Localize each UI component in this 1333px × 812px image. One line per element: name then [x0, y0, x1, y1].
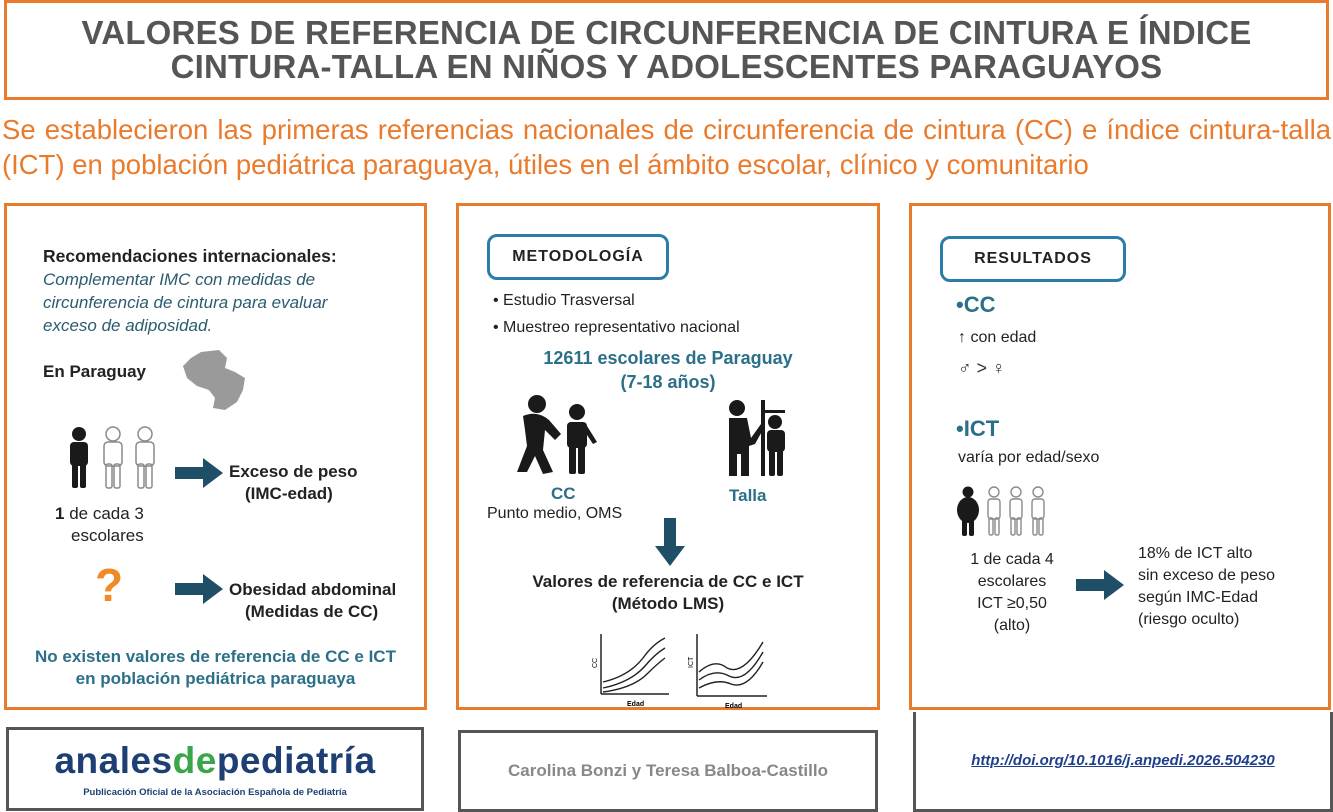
arrow-right-icon — [175, 574, 223, 604]
question-mark-icon: ? — [95, 559, 124, 611]
chart-2-x-label: Edad — [725, 703, 743, 710]
right-panel — [909, 203, 1331, 710]
authors-text: Carolina Bonzi y Teresa Balboa-Castillo — [508, 761, 828, 780]
ratio-4-line-4: (alto) — [993, 617, 1031, 634]
sample-line-2: (7-18 años) — [620, 372, 716, 392]
results-label: RESULTADOS — [940, 236, 1126, 282]
chart-1-x-label: Edad — [627, 701, 645, 708]
ratio-rest: de cada 3 — [64, 504, 144, 523]
logo-part-2: de — [172, 739, 217, 781]
journal-logo-text — [54, 741, 375, 781]
obese-people-icon — [956, 486, 1052, 536]
chart-1-y-label: CC — [592, 657, 599, 668]
title-line-2: CINTURA-TALLA EN NIÑOS Y ADOLESCENTES PARAGUAYOS — [170, 48, 1163, 85]
bullet-1: • Estudio Trasversal — [493, 292, 635, 309]
chart-2-y-label: ICT — [688, 656, 695, 668]
cc-line-2: ♂ > ♀ — [958, 358, 1006, 378]
journal-logo — [6, 727, 424, 811]
ratio-line-2: escolares — [71, 526, 144, 545]
reference-line-2: (Método LMS) — [611, 594, 725, 613]
result-line-2: sin exceso de peso — [1138, 567, 1275, 584]
paraguay-label: En Paraguay — [43, 362, 146, 381]
result-line-1: 18% de ICT alto — [1138, 545, 1253, 562]
measuring-waist-icon — [513, 394, 601, 476]
recs-line-3: exceso de adiposidad. — [43, 316, 213, 335]
arrow-right-icon — [175, 458, 223, 488]
arrow-down-icon — [655, 518, 685, 566]
recs-heading: Recomendaciones internacionales: — [43, 246, 337, 266]
people-icon — [63, 426, 163, 490]
bullet-2: • Muestreo representativo nacional — [493, 319, 740, 336]
logo-part-3: pediatría — [216, 739, 376, 781]
reference-line-1: Valores de referencia de CC e ICT — [532, 572, 804, 591]
journal-logo-subtitle: Publicación Oficial de la Asociación Española de Pediatría — [83, 786, 347, 798]
ratio-number: 1 — [55, 504, 65, 523]
arrow-right-icon — [1076, 570, 1124, 600]
doi-box — [913, 712, 1333, 812]
left-panel — [4, 203, 427, 710]
title-box — [4, 0, 1329, 100]
cc-line-1: ↑ con edad — [958, 329, 1037, 346]
ratio-line-1 — [55, 504, 144, 524]
cc-method: Punto medio, OMS — [487, 505, 623, 522]
methodology-label: METODOLOGÍA — [487, 234, 669, 280]
abdominal-line-1: Obesidad abdominal — [229, 580, 397, 599]
paraguay-map-icon — [179, 348, 251, 414]
ict-heading: •ICT — [956, 416, 1000, 441]
abdominal-line-2: (Medidas de CC) — [245, 602, 379, 621]
ratio-4-line-3: ICT ≥0,50 — [977, 595, 1047, 612]
title-line-1: VALORES DE REFERENCIA DE CIRCUNFERENCIA DE CINTURA E ÍNDICE — [81, 14, 1252, 51]
subtitle: Se establecieron las primeras referencias nacionales de circunferencia de cintura (CC) e índice cintura-talla (ICT) en población pediátrica paraguaya, útiles en el ámbito escolar, clínico y comunitario — [2, 114, 1331, 180]
ratio-4-line-1: 1 de cada 4 — [970, 551, 1054, 568]
cc-heading: •CC — [956, 292, 996, 317]
growth-curve-chart-icon — [685, 628, 769, 712]
doi-link[interactable]: http://doi.org/10.1016/j.anpedi.2026.504230 — [971, 752, 1275, 769]
conclusion-line-2: en población pediátrica paraguaya — [75, 669, 356, 688]
result-line-3: según IMC-Edad — [1138, 589, 1259, 606]
sample-line-1: 12611 escolares de Paraguay — [543, 348, 793, 368]
logo-part-1: anales — [54, 739, 173, 781]
recs-line-1: Complementar IMC con medidas de — [43, 270, 316, 289]
recs-line-2: circunferencia de cintura para evaluar — [43, 293, 328, 312]
excess-line-1: Exceso de peso — [229, 462, 358, 481]
growth-curve-chart-icon — [589, 628, 671, 710]
measuring-height-icon — [725, 398, 795, 478]
ratio-4-line-2: escolares — [977, 573, 1047, 590]
authors-box — [458, 730, 878, 812]
conclusion-line-1: No existen valores de referencia de CC e ICT — [35, 647, 396, 666]
cc-label: CC — [551, 484, 576, 503]
result-line-4: (riesgo oculto) — [1138, 611, 1240, 628]
ict-line-1: varía por edad/sexo — [958, 449, 1100, 466]
talla-label: Talla — [729, 486, 767, 505]
middle-panel — [456, 203, 880, 710]
excess-line-2: (IMC-edad) — [245, 484, 333, 503]
